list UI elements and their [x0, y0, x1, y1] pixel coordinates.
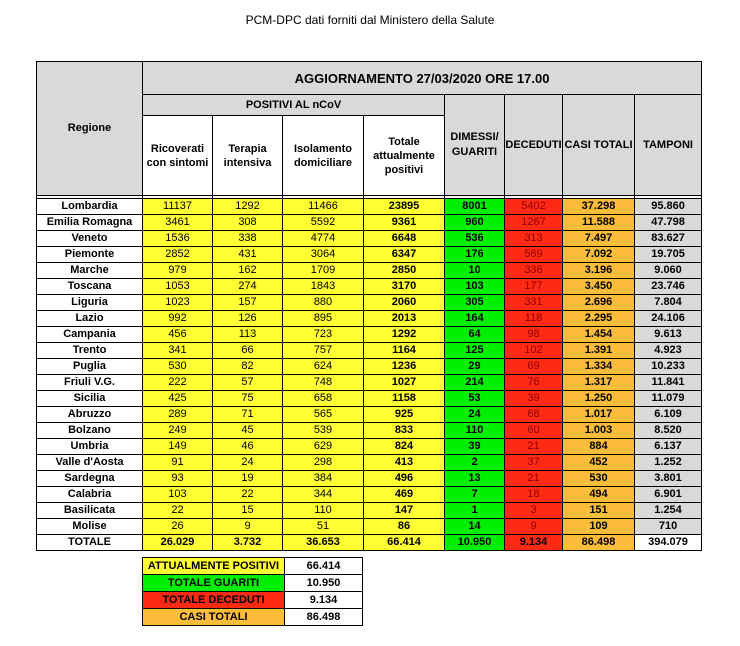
- cell-totale-positivi: 1158: [364, 391, 445, 407]
- cell-isolamento: 4774: [283, 231, 364, 247]
- cell-ricoverati: 149: [143, 439, 213, 455]
- cell-isolamento: 3064: [283, 247, 364, 263]
- table-row: [37, 423, 702, 439]
- cell-dimessi: 125: [445, 343, 505, 359]
- header-region: Regione: [37, 62, 143, 196]
- cell-casi-totali: 1.017: [563, 407, 635, 423]
- cell-deceduti: 118: [505, 311, 563, 327]
- summary-row: [143, 575, 363, 592]
- cell-isolamento: 624: [283, 359, 364, 375]
- cell-tamponi: 6.109: [635, 407, 702, 423]
- cell-ricoverati: 979: [143, 263, 213, 279]
- summary-table: [142, 557, 363, 626]
- cell-ricoverati: 26: [143, 519, 213, 535]
- total-cell-casi-totali: 86.498: [563, 535, 635, 551]
- summary-row: [143, 609, 363, 626]
- cell-dimessi: 7: [445, 487, 505, 503]
- header-isolamento: Isolamento domiciliare: [283, 116, 364, 196]
- cell-tamponi: 7.804: [635, 295, 702, 311]
- cell-totale-positivi: 147: [364, 503, 445, 519]
- table-row: [37, 471, 702, 487]
- summary-row: [143, 592, 363, 609]
- summary-value: 9.134: [285, 592, 363, 609]
- cell-region: Marche: [37, 263, 143, 279]
- cell-totale-positivi: 2013: [364, 311, 445, 327]
- cell-region: Puglia: [37, 359, 143, 375]
- cell-isolamento: 110: [283, 503, 364, 519]
- cell-deceduti: 569: [505, 247, 563, 263]
- summary-label: ATTUALMENTE POSITIVI: [143, 558, 285, 575]
- cell-ricoverati: 103: [143, 487, 213, 503]
- cell-ricoverati: 249: [143, 423, 213, 439]
- cell-tamponi: 19.705: [635, 247, 702, 263]
- cell-ricoverati: 93: [143, 471, 213, 487]
- cell-terapia: 274: [213, 279, 283, 295]
- cell-region: Abruzzo: [37, 407, 143, 423]
- cell-region: Trento: [37, 343, 143, 359]
- cell-region: Bolzano: [37, 423, 143, 439]
- cell-totale-positivi: 9361: [364, 215, 445, 231]
- cell-dimessi: 39: [445, 439, 505, 455]
- cell-tamponi: 4.923: [635, 343, 702, 359]
- cell-region: Emilia Romagna: [37, 215, 143, 231]
- cell-ricoverati: 992: [143, 311, 213, 327]
- cell-region: Lombardia: [37, 199, 143, 215]
- total-cell-ricoverati: 26.029: [143, 535, 213, 551]
- cell-ricoverati: 91: [143, 455, 213, 471]
- cell-casi-totali: 109: [563, 519, 635, 535]
- cell-ricoverati: 3461: [143, 215, 213, 231]
- table-row: [37, 327, 702, 343]
- cell-ricoverati: 341: [143, 343, 213, 359]
- cell-totale-positivi: 2850: [364, 263, 445, 279]
- summary-value: 86.498: [285, 609, 363, 626]
- cell-tamponi: 11.079: [635, 391, 702, 407]
- cell-casi-totali: 884: [563, 439, 635, 455]
- cell-deceduti: 336: [505, 263, 563, 279]
- cell-casi-totali: 37.298: [563, 199, 635, 215]
- cell-region: Sicilia: [37, 391, 143, 407]
- cell-tamponi: 47.798: [635, 215, 702, 231]
- cell-region: Umbria: [37, 439, 143, 455]
- cell-totale-positivi: 824: [364, 439, 445, 455]
- cell-dimessi: 1: [445, 503, 505, 519]
- cell-deceduti: 60: [505, 423, 563, 439]
- cell-region: Sardegna: [37, 471, 143, 487]
- cell-casi-totali: 1.003: [563, 423, 635, 439]
- table-row: [37, 487, 702, 503]
- page-title: PCM-DPC dati forniti dal Ministero della Salute: [245, 13, 495, 27]
- header-terapia: Terapia intensiva: [213, 116, 283, 196]
- cell-deceduti: 76: [505, 375, 563, 391]
- cell-dimessi: 64: [445, 327, 505, 343]
- cell-dimessi: 29: [445, 359, 505, 375]
- cell-casi-totali: 530: [563, 471, 635, 487]
- cell-casi-totali: 7.092: [563, 247, 635, 263]
- cell-terapia: 57: [213, 375, 283, 391]
- header-deceduti: DECEDUTI: [505, 95, 563, 196]
- summary-value: 10.950: [285, 575, 363, 592]
- cell-deceduti: 18: [505, 487, 563, 503]
- table-row: [37, 247, 702, 263]
- regional-data-table: [36, 61, 702, 551]
- cell-terapia: 75: [213, 391, 283, 407]
- cell-region: Calabria: [37, 487, 143, 503]
- cell-tamponi: 10.233: [635, 359, 702, 375]
- cell-casi-totali: 11.588: [563, 215, 635, 231]
- cell-totale-positivi: 2060: [364, 295, 445, 311]
- cell-casi-totali: 1.391: [563, 343, 635, 359]
- cell-terapia: 9: [213, 519, 283, 535]
- cell-terapia: 22: [213, 487, 283, 503]
- cell-casi-totali: 3.450: [563, 279, 635, 295]
- summary-row: [143, 558, 363, 575]
- cell-tamponi: 6.901: [635, 487, 702, 503]
- cell-tamponi: 1.254: [635, 503, 702, 519]
- cell-casi-totali: 2.696: [563, 295, 635, 311]
- total-cell-tamponi: 394.079: [635, 535, 702, 551]
- cell-isolamento: 565: [283, 407, 364, 423]
- cell-casi-totali: 3.196: [563, 263, 635, 279]
- cell-dimessi: 305: [445, 295, 505, 311]
- cell-deceduti: 98: [505, 327, 563, 343]
- cell-tamponi: 83.627: [635, 231, 702, 247]
- cell-dimessi: 536: [445, 231, 505, 247]
- cell-tamponi: 8.520: [635, 423, 702, 439]
- cell-terapia: 162: [213, 263, 283, 279]
- cell-deceduti: 177: [505, 279, 563, 295]
- cell-terapia: 15: [213, 503, 283, 519]
- cell-deceduti: 21: [505, 471, 563, 487]
- cell-region: Lazio: [37, 311, 143, 327]
- cell-deceduti: 102: [505, 343, 563, 359]
- cell-isolamento: 344: [283, 487, 364, 503]
- cell-isolamento: 658: [283, 391, 364, 407]
- cell-tamponi: 24.106: [635, 311, 702, 327]
- cell-isolamento: 5592: [283, 215, 364, 231]
- cell-dimessi: 53: [445, 391, 505, 407]
- cell-tamponi: 1.252: [635, 455, 702, 471]
- cell-deceduti: 331: [505, 295, 563, 311]
- cell-totale-positivi: 23895: [364, 199, 445, 215]
- header-dimessi: DIMESSI/ GUARITI: [445, 95, 505, 196]
- cell-region: Molise: [37, 519, 143, 535]
- cell-deceduti: 37: [505, 455, 563, 471]
- cell-tamponi: 3.801: [635, 471, 702, 487]
- cell-terapia: 71: [213, 407, 283, 423]
- cell-totale-positivi: 1027: [364, 375, 445, 391]
- cell-terapia: 66: [213, 343, 283, 359]
- cell-casi-totali: 7.497: [563, 231, 635, 247]
- cell-terapia: 19: [213, 471, 283, 487]
- cell-ricoverati: 456: [143, 327, 213, 343]
- cell-deceduti: 5402: [505, 199, 563, 215]
- cell-isolamento: 298: [283, 455, 364, 471]
- total-cell-dimessi: 10.950: [445, 535, 505, 551]
- table-row: [37, 215, 702, 231]
- table-row: [37, 359, 702, 375]
- cell-isolamento: 539: [283, 423, 364, 439]
- cell-terapia: 126: [213, 311, 283, 327]
- header-totale-positivi: Totale attualmente positivi: [364, 116, 445, 196]
- total-cell-terapia: 3.732: [213, 535, 283, 551]
- cell-region: Basilicata: [37, 503, 143, 519]
- summary-label: CASI TOTALI: [143, 609, 285, 626]
- cell-totale-positivi: 1292: [364, 327, 445, 343]
- cell-dimessi: 103: [445, 279, 505, 295]
- cell-tamponi: 23.746: [635, 279, 702, 295]
- cell-terapia: 338: [213, 231, 283, 247]
- table-row: [37, 343, 702, 359]
- cell-dimessi: 164: [445, 311, 505, 327]
- cell-isolamento: 629: [283, 439, 364, 455]
- cell-ricoverati: 1023: [143, 295, 213, 311]
- cell-tamponi: 6.137: [635, 439, 702, 455]
- cell-ricoverati: 22: [143, 503, 213, 519]
- cell-terapia: 157: [213, 295, 283, 311]
- table-row: [37, 279, 702, 295]
- cell-dimessi: 2: [445, 455, 505, 471]
- total-cell-region: TOTALE: [37, 535, 143, 551]
- cell-dimessi: 8001: [445, 199, 505, 215]
- cell-deceduti: 313: [505, 231, 563, 247]
- cell-ricoverati: 289: [143, 407, 213, 423]
- cell-tamponi: 710: [635, 519, 702, 535]
- cell-isolamento: 895: [283, 311, 364, 327]
- cell-ricoverati: 425: [143, 391, 213, 407]
- summary-label: TOTALE GUARITI: [143, 575, 285, 592]
- cell-deceduti: 3: [505, 503, 563, 519]
- cell-isolamento: 880: [283, 295, 364, 311]
- cell-deceduti: 69: [505, 359, 563, 375]
- cell-region: Veneto: [37, 231, 143, 247]
- cell-region: Piemonte: [37, 247, 143, 263]
- cell-casi-totali: 1.317: [563, 375, 635, 391]
- total-cell-deceduti: 9.134: [505, 535, 563, 551]
- cell-region: Liguria: [37, 295, 143, 311]
- cell-totale-positivi: 6648: [364, 231, 445, 247]
- cell-region: Campania: [37, 327, 143, 343]
- table-row: [37, 263, 702, 279]
- cell-totale-positivi: 1164: [364, 343, 445, 359]
- cell-terapia: 24: [213, 455, 283, 471]
- cell-totale-positivi: 413: [364, 455, 445, 471]
- cell-isolamento: 1843: [283, 279, 364, 295]
- cell-isolamento: 384: [283, 471, 364, 487]
- cell-region: Toscana: [37, 279, 143, 295]
- cell-isolamento: 51: [283, 519, 364, 535]
- cell-tamponi: 9.613: [635, 327, 702, 343]
- cell-terapia: 46: [213, 439, 283, 455]
- cell-tamponi: 95.860: [635, 199, 702, 215]
- table-row: [37, 439, 702, 455]
- cell-totale-positivi: 1236: [364, 359, 445, 375]
- cell-isolamento: 11466: [283, 199, 364, 215]
- cell-casi-totali: 452: [563, 455, 635, 471]
- table-row: [37, 231, 702, 247]
- cell-isolamento: 1709: [283, 263, 364, 279]
- cell-ricoverati: 222: [143, 375, 213, 391]
- table-row: [37, 519, 702, 535]
- cell-ricoverati: 1053: [143, 279, 213, 295]
- cell-terapia: 308: [213, 215, 283, 231]
- cell-ricoverati: 11137: [143, 199, 213, 215]
- table-row: [37, 391, 702, 407]
- table-row: [37, 455, 702, 471]
- table-row: [37, 407, 702, 423]
- header-update: AGGIORNAMENTO 27/03/2020 ORE 17.00: [143, 62, 702, 95]
- cell-totale-positivi: 469: [364, 487, 445, 503]
- cell-dimessi: 214: [445, 375, 505, 391]
- total-cell-totale-positivi: 66.414: [364, 535, 445, 551]
- cell-deceduti: 1267: [505, 215, 563, 231]
- cell-casi-totali: 1.454: [563, 327, 635, 343]
- cell-casi-totali: 1.334: [563, 359, 635, 375]
- header-tamponi: TAMPONI: [635, 95, 702, 196]
- cell-terapia: 431: [213, 247, 283, 263]
- header-positivi: POSITIVI AL nCoV: [143, 95, 445, 116]
- cell-deceduti: 9: [505, 519, 563, 535]
- cell-terapia: 1292: [213, 199, 283, 215]
- cell-ricoverati: 530: [143, 359, 213, 375]
- cell-ricoverati: 1536: [143, 231, 213, 247]
- cell-deceduti: 39: [505, 391, 563, 407]
- summary-value: 66.414: [285, 558, 363, 575]
- cell-dimessi: 14: [445, 519, 505, 535]
- cell-totale-positivi: 6347: [364, 247, 445, 263]
- cell-casi-totali: 494: [563, 487, 635, 503]
- header-ricoverati: Ricoverati con sintomi: [143, 116, 213, 196]
- total-row: [37, 535, 702, 551]
- cell-isolamento: 723: [283, 327, 364, 343]
- cell-tamponi: 9.060: [635, 263, 702, 279]
- cell-dimessi: 13: [445, 471, 505, 487]
- cell-isolamento: 757: [283, 343, 364, 359]
- cell-casi-totali: 151: [563, 503, 635, 519]
- header-casi-totali: CASI TOTALI: [563, 95, 635, 196]
- cell-terapia: 45: [213, 423, 283, 439]
- cell-deceduti: 68: [505, 407, 563, 423]
- cell-casi-totali: 2.295: [563, 311, 635, 327]
- table-row: [37, 311, 702, 327]
- table-row: [37, 375, 702, 391]
- total-cell-isolamento: 36.653: [283, 535, 364, 551]
- cell-dimessi: 110: [445, 423, 505, 439]
- cell-totale-positivi: 3170: [364, 279, 445, 295]
- table-row: [37, 503, 702, 519]
- summary-label: TOTALE DECEDUTI: [143, 592, 285, 609]
- cell-deceduti: 21: [505, 439, 563, 455]
- cell-totale-positivi: 86: [364, 519, 445, 535]
- cell-tamponi: 11.841: [635, 375, 702, 391]
- cell-dimessi: 10: [445, 263, 505, 279]
- cell-isolamento: 748: [283, 375, 364, 391]
- cell-dimessi: 24: [445, 407, 505, 423]
- cell-region: Friuli V.G.: [37, 375, 143, 391]
- cell-terapia: 82: [213, 359, 283, 375]
- cell-terapia: 113: [213, 327, 283, 343]
- cell-totale-positivi: 496: [364, 471, 445, 487]
- cell-dimessi: 960: [445, 215, 505, 231]
- cell-totale-positivi: 925: [364, 407, 445, 423]
- cell-totale-positivi: 833: [364, 423, 445, 439]
- cell-casi-totali: 1.250: [563, 391, 635, 407]
- table-row: [37, 199, 702, 215]
- cell-ricoverati: 2852: [143, 247, 213, 263]
- table-row: [37, 295, 702, 311]
- cell-region: Valle d'Aosta: [37, 455, 143, 471]
- cell-dimessi: 176: [445, 247, 505, 263]
